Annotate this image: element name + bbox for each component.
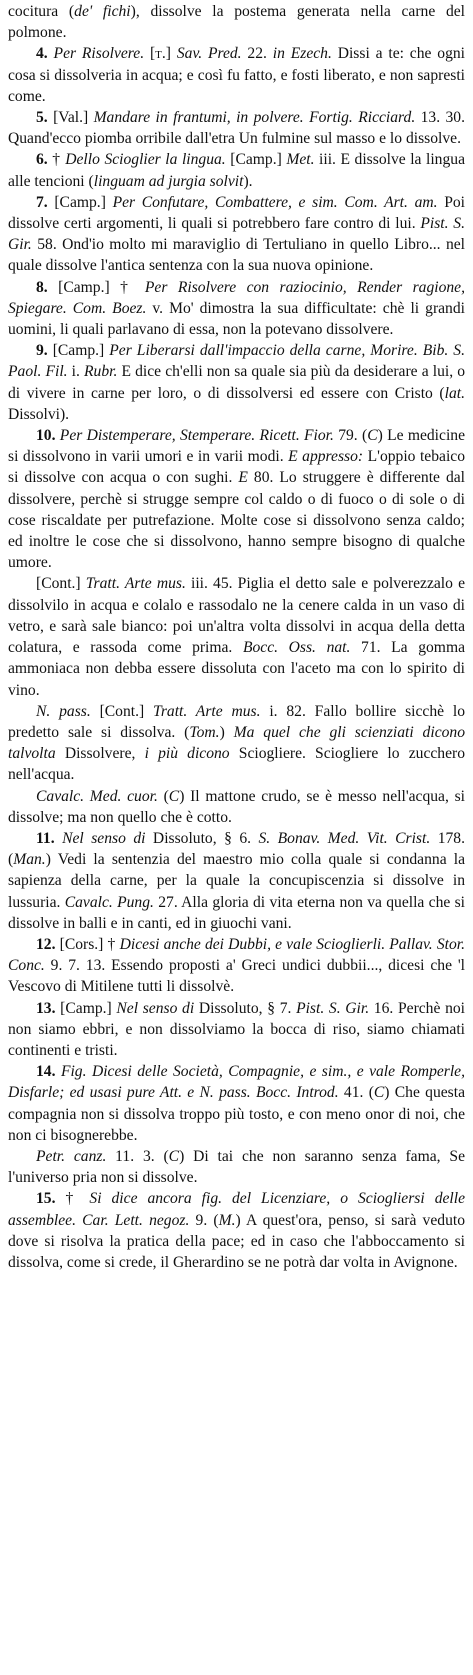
entry-paragraph (8, 701, 465, 786)
sense-number: 7. (36, 193, 48, 211)
body-text: 80. Lo struggere è differente dal dissolvere, perchè si strugge sempre col caldo o di fuoco o di sole o di cose riscaldate per putrefazione. Molte cose si dissolvono senza caldo; ed inoltre le cose che si dissolvono, hanno sempre bisogno di qualche umore. (8, 469, 466, 572)
italic-text: Per Distemperare, Stemperare. Ricett. Fior. (59, 427, 334, 445)
body-text: Poi dissolve certi argomenti, li quali si potrebbero fare contro di lui. (8, 193, 466, 233)
body-text: v. Mo' dimostra la sua difficultate: chè li grandi uomini, li quali parlavano di essa, non la potevano dissolvere. (8, 299, 465, 339)
italic-text: Per Liberarsi dall'impaccio della carne, Morire. Bib. S. Paol. Fil. (8, 342, 465, 381)
body-text: 11. 3. ( (106, 1147, 169, 1165)
italic-text: Pist. S. Gir. (296, 999, 370, 1017)
body-text: [Val.] (47, 109, 94, 127)
italic-text: linguam ad jurgia solvit (93, 172, 244, 190)
italic-text: C (168, 1147, 180, 1165)
sense-number: 15. (36, 1190, 56, 1208)
italic-text: Pist. S. Gir. (8, 215, 465, 254)
body-text: ) Vedi la sentenzia del maestro mio colla quale si condanna la sapienza della carne, per la quale la concupiscenzia si dissolve in lussuria. (8, 851, 465, 911)
italic-text: Nel senso di (62, 829, 146, 847)
sense-number: 14. (36, 1063, 56, 1081)
body-text: Sciogliere. Sciogliere lo zucchero nell'acqua. (8, 745, 465, 784)
small-caps-text: t. (155, 45, 166, 63)
italic-text: C (168, 787, 180, 805)
body-text: [Camp.] (225, 151, 287, 169)
italic-text: Mandare in frantumi, in polvere. Fortig. Ricciard. (93, 109, 416, 127)
italic-text: Ma quel che gli scienziati dicono talvolta (8, 723, 466, 763)
sense-number: 4. (36, 45, 48, 63)
body-text: [Camp.] (47, 342, 110, 360)
body-text: [Cont.] (90, 702, 154, 720)
body-text: ) A quest'ora, penso, si sarà veduto dove si risolva la pratica della pace; ed in caso che l'abboccamento si dissolva, come si crede, il Gherardino se ne potrà dar volta in Avignone. (8, 1211, 466, 1271)
sense-number: 13. (36, 999, 56, 1017)
italic-text: Tratt. Arte mus. (85, 575, 186, 593)
body-text: iii. E dissolve la lingua alle tencioni ( (8, 151, 465, 190)
entry-paragraph (8, 340, 465, 425)
body-text: ) Che questa compagnia non si dissolva troppo più tosto, e con meno onor di noi, che non ci bisognerebbe. (8, 1084, 466, 1144)
body-text: 178. ( (8, 829, 465, 869)
italic-text: Dello Scioglier la lingua. (65, 151, 226, 169)
entry-paragraph (8, 934, 465, 998)
italic-text: S. Bonav. Med. Vit. Crist. (258, 829, 431, 847)
italic-text: Rubr. (84, 363, 118, 381)
entry-paragraph (8, 1, 465, 43)
body-text: 22. (241, 45, 273, 63)
sense-number: 6. (36, 151, 48, 169)
body-text: 9. 7. 13. Essendo proposti a' Greci undici dubbii..., dicesi che 'l Vescovo di Mitilene tutti li dissolvè. (8, 957, 465, 996)
italic-text: C (373, 1084, 385, 1102)
italic-text: E appresso: (288, 448, 364, 466)
entry-paragraph (8, 786, 465, 828)
body-text: 58. Ond'io molto mi maraviglio di Tertuliano in quello Libro... nel quale dissolve l'antica sentenza con la sua nuova opinione. (8, 236, 465, 275)
body-text (55, 830, 62, 847)
sense-number: 11. (36, 829, 55, 847)
body-text: Dissoluto, § 6. (145, 829, 259, 847)
italic-text: Petr. canz. (36, 1147, 107, 1165)
body-text: [Camp.] † (47, 278, 145, 296)
dictionary-entry-page (8, 0, 465, 1273)
italic-text: in Ezech. (272, 45, 332, 63)
body-text: L'oppio tebaico si dissolve con acqua o con sughi. (8, 448, 465, 487)
body-text: ). (243, 172, 253, 190)
italic-text: Cavalc. Med. cuor. (36, 787, 158, 805)
body-text: i. (67, 363, 85, 381)
body-text: [Cont.] (36, 575, 86, 593)
body-text: ) (219, 723, 234, 741)
sense-number: 10. (36, 427, 56, 445)
body-text: E dice ch'elli non sa quale sia più da desiderare a lui, o di vivere in carne per loro, o di dissolversi ed essere con Cristo ( (8, 363, 465, 402)
body-text: ) Le medicine si dissolvono in varii umori e in varii modi. (8, 427, 465, 466)
entry-paragraph (8, 1061, 465, 1146)
body-text: Dissoluto, § 7. (194, 999, 297, 1017)
italic-text: Met. (286, 151, 315, 169)
entry-paragraph (8, 998, 465, 1062)
body-text: 27. Alla gloria di vita eterna non va quella che si dissolve in balli e in canti, ed in giuochi vani. (8, 893, 465, 932)
italic-text: Sav. Pred. (176, 45, 242, 63)
sense-number: 8. (36, 278, 48, 296)
italic-text: lat. (444, 384, 465, 402)
italic-text: i più dicono (144, 745, 230, 763)
entry-paragraph (8, 107, 465, 149)
body-text: ] (165, 45, 177, 63)
body-text: ( (157, 787, 169, 805)
italic-text: Tratt. Arte mus. (153, 702, 261, 720)
body-text: 41. ( (338, 1084, 374, 1102)
entry-paragraph (8, 149, 465, 191)
italic-text: Nel senso di (116, 999, 195, 1017)
body-text: [Cors.] † (55, 935, 120, 953)
entry-paragraph (8, 192, 465, 277)
body-text: ) Di tai che non saranno senza fama, Se l'universo pria non si dissolve. (8, 1147, 465, 1187)
italic-text: Fig. Dicesi delle Società, Compagnie, e sim., e vale Romperle, Disfarle; ed usasi pure Att. e N. pass. Bocc. Introd. (8, 1063, 466, 1102)
entry-paragraph (8, 425, 465, 573)
body-text: Dissolvi). (8, 405, 70, 423)
entry-paragraph (8, 1146, 465, 1188)
body-text: ), dissolve la postema generata nella carne del polmone. (8, 3, 466, 42)
body-text: Dissolvere, (55, 745, 145, 763)
body-text: 13. 30. Quand'ecco piomba orribile dall'etra Un fulmine sul masso e lo dissolve. (8, 109, 466, 148)
italic-text: Per Risolvere con raziocinio, Render ragione, Spiegare. Com. Boez. (8, 278, 465, 317)
italic-text: Per Risolvere. (53, 45, 145, 63)
sense-number: 12. (36, 935, 56, 953)
italic-text: Tom. (189, 723, 220, 741)
body-text: iii. 45. Piglia el detto sale e polverezzalo e dissolvilo in acqua e colalo e rassodalo ne la cenere calda in un vaso di vetro, e sarà sale bianco: poi un'altra volta dissolvi in acqua della detta colatura, e rassoda come prima. (8, 575, 465, 657)
entry-paragraph (8, 43, 465, 107)
italic-text: Dicesi anche dei Dubbi, e vale Scioglierli. Pallav. Stor. Conc. (8, 935, 465, 975)
entry-paragraph (8, 1188, 465, 1273)
body-text: 79. ( (333, 427, 368, 445)
italic-text: M. (218, 1211, 236, 1229)
italic-text: E (238, 469, 248, 487)
italic-text: Si dice ancora fig. del Licenziare, o Sciogliersi delle assemblee. Car. Lett. negoz. (8, 1190, 465, 1229)
entry-paragraph (8, 828, 465, 934)
body-text: [Camp.] (47, 193, 113, 211)
italic-text: Man. (13, 851, 46, 869)
body-text: [Camp.] (55, 999, 117, 1017)
italic-text: de' fichi (74, 3, 131, 20)
body-text: † (55, 1190, 90, 1208)
body-text: 9. ( (189, 1211, 219, 1229)
italic-text: N. pass. (36, 702, 91, 720)
body-text: 71. La gomma ammoniaca non debba essere dissoluta con l'aceto ma con lo spirito di vino. (8, 639, 465, 699)
italic-text: C (367, 427, 378, 445)
body-text: [ (144, 45, 156, 63)
body-text: cocitura ( (8, 3, 75, 20)
italic-text: Per Confutare, Combattere, e sim. Com. Art. am. (112, 193, 438, 211)
italic-text: Bocc. Oss. nat. (242, 639, 351, 657)
body-text: i. 82. Fallo bollire sicchè lo predetto sale si dissolva. ( (8, 702, 465, 741)
sense-number: 9. (36, 342, 48, 360)
italic-text: Cavalc. Pung. (64, 893, 154, 911)
body-text: Dissi a te: che ogni cosa si dissolveria in acqua; e così fu fatto, e fosti liberato, e non sapresti come. (8, 45, 466, 105)
body-text: 16. Perchè noi non siamo ebbri, e non dissolviamo la bocca di riso, siamo chiamati continenti e tristi. (8, 999, 465, 1059)
sense-number: 5. (36, 109, 48, 127)
entry-paragraph (8, 277, 465, 341)
body-text: ) Il mattone crudo, se è messo nell'acqua, si dissolve; ma non quello che è cotto. (8, 787, 465, 826)
body-text: † (47, 151, 66, 169)
entry-paragraph (8, 573, 465, 700)
